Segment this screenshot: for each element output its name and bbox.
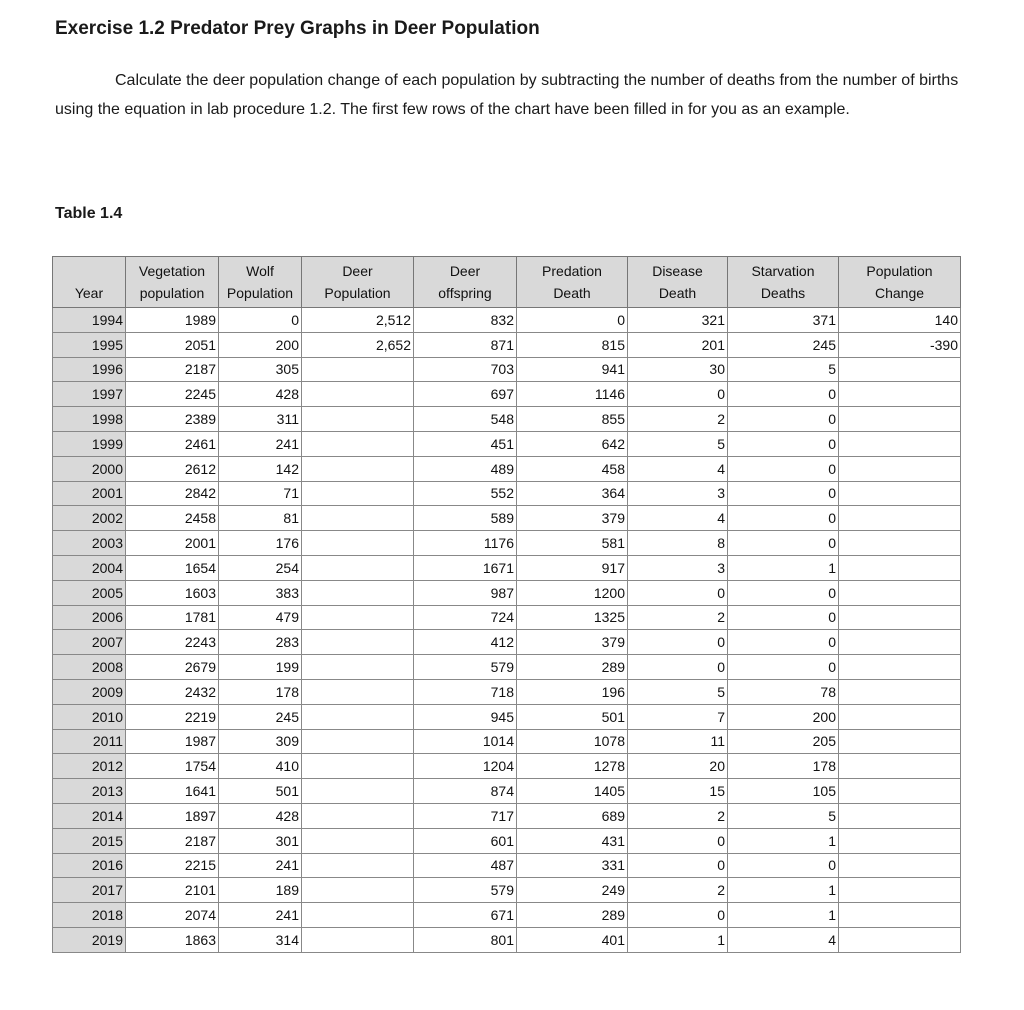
header-line1: Deer (449, 263, 481, 279)
cell-deer-offspring: 945 (414, 704, 517, 729)
table-row (53, 754, 961, 779)
cell-starvation-deaths: 371 (728, 308, 839, 333)
cell-deer-population (302, 828, 414, 853)
instructions-text: Calculate the deer population change of each population by subtracting the number of deaths from the number of births using the equation in lab procedure 1.2. The first few rows of the chart have been filled in for you as an example. (55, 72, 959, 118)
table-row (53, 655, 961, 680)
cell-deer-population (302, 431, 414, 456)
cell-deer-offspring: 801 (414, 927, 517, 952)
cell-deer-population (302, 754, 414, 779)
cell-disease-death: 7 (628, 704, 728, 729)
cell-predation-death: 1078 (517, 729, 628, 754)
table-row (53, 382, 961, 407)
cell-starvation-deaths: 0 (728, 605, 839, 630)
cell-wolf-population: 305 (219, 357, 302, 382)
cell-starvation-deaths: 245 (728, 332, 839, 357)
cell-vegetation-population: 2245 (126, 382, 219, 407)
cell-vegetation-population: 2842 (126, 481, 219, 506)
cell-deer-population (302, 630, 414, 655)
table-row (53, 605, 961, 630)
cell-wolf-population: 383 (219, 580, 302, 605)
cell-deer-offspring: 671 (414, 903, 517, 928)
cell-deer-population (302, 704, 414, 729)
header-line2: Population (226, 285, 294, 301)
cell-wolf-population: 142 (219, 456, 302, 481)
cell-predation-death: 1405 (517, 779, 628, 804)
cell-population-change (839, 754, 961, 779)
cell-predation-death: 815 (517, 332, 628, 357)
cell-year: 2006 (53, 605, 126, 630)
header-starvation-deaths (728, 257, 839, 308)
cell-year: 1995 (53, 332, 126, 357)
table-caption: Table 1.4 (55, 205, 123, 222)
cell-deer-population (302, 580, 414, 605)
header-line1: Starvation (751, 263, 815, 279)
cell-starvation-deaths: 200 (728, 704, 839, 729)
cell-population-change (839, 853, 961, 878)
cell-predation-death: 917 (517, 555, 628, 580)
cell-predation-death: 941 (517, 357, 628, 382)
cell-population-change (839, 431, 961, 456)
cell-wolf-population: 199 (219, 655, 302, 680)
cell-year: 2000 (53, 456, 126, 481)
cell-wolf-population: 410 (219, 754, 302, 779)
cell-deer-population (302, 407, 414, 432)
cell-population-change (839, 481, 961, 506)
table-row (53, 779, 961, 804)
cell-deer-population (302, 779, 414, 804)
cell-vegetation-population: 2001 (126, 531, 219, 556)
cell-deer-offspring: 718 (414, 679, 517, 704)
cell-year: 2015 (53, 828, 126, 853)
cell-disease-death: 15 (628, 779, 728, 804)
cell-year: 2013 (53, 779, 126, 804)
cell-deer-offspring: 1671 (414, 555, 517, 580)
header-line1: Deer (342, 263, 373, 279)
cell-wolf-population: 241 (219, 903, 302, 928)
cell-predation-death: 581 (517, 531, 628, 556)
cell-year: 2010 (53, 704, 126, 729)
header-line2: offspring (438, 285, 492, 301)
cell-vegetation-population: 2679 (126, 655, 219, 680)
table-row (53, 729, 961, 754)
cell-vegetation-population: 2074 (126, 903, 219, 928)
cell-starvation-deaths: 0 (728, 531, 839, 556)
cell-wolf-population: 81 (219, 506, 302, 531)
cell-predation-death: 458 (517, 456, 628, 481)
cell-disease-death: 0 (628, 655, 728, 680)
cell-deer-offspring: 548 (414, 407, 517, 432)
header-year (53, 257, 126, 308)
cell-population-change (839, 729, 961, 754)
cell-disease-death: 4 (628, 456, 728, 481)
cell-vegetation-population: 1987 (126, 729, 219, 754)
header-deer-population (302, 257, 414, 308)
table-row (53, 481, 961, 506)
cell-disease-death: 5 (628, 431, 728, 456)
cell-vegetation-population: 2051 (126, 332, 219, 357)
table-row (53, 580, 961, 605)
table-row (53, 927, 961, 952)
cell-year: 2001 (53, 481, 126, 506)
cell-wolf-population: 241 (219, 431, 302, 456)
cell-predation-death: 379 (517, 506, 628, 531)
cell-year: 2008 (53, 655, 126, 680)
cell-deer-population (302, 382, 414, 407)
cell-year: 2003 (53, 531, 126, 556)
cell-starvation-deaths: 0 (728, 382, 839, 407)
table-row (53, 308, 961, 333)
header-line1: Population (866, 263, 933, 279)
cell-vegetation-population: 2389 (126, 407, 219, 432)
cell-predation-death: 331 (517, 853, 628, 878)
cell-vegetation-population: 2243 (126, 630, 219, 655)
cell-population-change (839, 878, 961, 903)
table-row (53, 407, 961, 432)
cell-year: 2009 (53, 679, 126, 704)
cell-wolf-population: 314 (219, 927, 302, 952)
cell-population-change (839, 531, 961, 556)
header-line2: Year (74, 285, 104, 301)
cell-wolf-population: 178 (219, 679, 302, 704)
cell-year: 2004 (53, 555, 126, 580)
cell-deer-population (302, 357, 414, 382)
cell-wolf-population: 311 (219, 407, 302, 432)
deer-population-table (52, 256, 961, 953)
cell-deer-offspring: 987 (414, 580, 517, 605)
header-line2: population (139, 285, 205, 301)
table-row (53, 803, 961, 828)
cell-vegetation-population: 2215 (126, 853, 219, 878)
cell-deer-offspring: 871 (414, 332, 517, 357)
cell-starvation-deaths: 5 (728, 357, 839, 382)
cell-starvation-deaths: 0 (728, 407, 839, 432)
cell-deer-population (302, 803, 414, 828)
cell-population-change (839, 655, 961, 680)
header-line2: Death (553, 285, 591, 301)
cell-starvation-deaths: 1 (728, 555, 839, 580)
header-line1 (55, 260, 123, 282)
cell-population-change (839, 506, 961, 531)
cell-population-change: 140 (839, 308, 961, 333)
cell-predation-death: 379 (517, 630, 628, 655)
cell-starvation-deaths: 1 (728, 828, 839, 853)
cell-predation-death: 401 (517, 927, 628, 952)
cell-disease-death: 0 (628, 903, 728, 928)
cell-disease-death: 3 (628, 481, 728, 506)
cell-predation-death: 689 (517, 803, 628, 828)
cell-disease-death: 201 (628, 332, 728, 357)
cell-predation-death: 364 (517, 481, 628, 506)
cell-population-change (839, 828, 961, 853)
cell-predation-death: 642 (517, 431, 628, 456)
cell-disease-death: 0 (628, 382, 728, 407)
table-row (53, 332, 961, 357)
cell-vegetation-population: 1654 (126, 555, 219, 580)
cell-vegetation-population: 1863 (126, 927, 219, 952)
cell-wolf-population: 501 (219, 779, 302, 804)
exercise-title: Exercise 1.2 Predator Prey Graphs in Deer Population (55, 18, 540, 39)
cell-deer-population (302, 729, 414, 754)
cell-wolf-population: 176 (219, 531, 302, 556)
table-row (53, 679, 961, 704)
cell-deer-population (302, 456, 414, 481)
header-line1: Disease (652, 263, 703, 279)
cell-deer-population (302, 927, 414, 952)
table-row (53, 555, 961, 580)
cell-vegetation-population: 1897 (126, 803, 219, 828)
cell-disease-death: 2 (628, 803, 728, 828)
cell-starvation-deaths: 1 (728, 878, 839, 903)
cell-starvation-deaths: 0 (728, 580, 839, 605)
cell-population-change (839, 679, 961, 704)
table-row (53, 506, 961, 531)
cell-disease-death: 11 (628, 729, 728, 754)
table-row (53, 853, 961, 878)
cell-deer-offspring: 832 (414, 308, 517, 333)
cell-deer-offspring: 1176 (414, 531, 517, 556)
cell-population-change (839, 704, 961, 729)
cell-starvation-deaths: 0 (728, 655, 839, 680)
cell-wolf-population: 71 (219, 481, 302, 506)
cell-predation-death: 0 (517, 308, 628, 333)
cell-vegetation-population: 2432 (126, 679, 219, 704)
cell-starvation-deaths: 205 (728, 729, 839, 754)
cell-deer-offspring: 489 (414, 456, 517, 481)
header-disease-death (628, 257, 728, 308)
table-row (53, 828, 961, 853)
cell-deer-offspring: 487 (414, 853, 517, 878)
cell-vegetation-population: 2461 (126, 431, 219, 456)
cell-population-change (839, 407, 961, 432)
header-line2: Deaths (760, 285, 806, 301)
table-row (53, 531, 961, 556)
cell-predation-death: 249 (517, 878, 628, 903)
table-body (53, 308, 961, 953)
table-header-row (53, 257, 961, 308)
cell-starvation-deaths: 0 (728, 431, 839, 456)
cell-disease-death: 2 (628, 878, 728, 903)
header-line2: Change (874, 285, 925, 301)
cell-predation-death: 1278 (517, 754, 628, 779)
cell-year: 1998 (53, 407, 126, 432)
cell-deer-offspring: 552 (414, 481, 517, 506)
cell-vegetation-population: 1989 (126, 308, 219, 333)
cell-year: 1997 (53, 382, 126, 407)
cell-deer-population (302, 555, 414, 580)
cell-year: 2016 (53, 853, 126, 878)
cell-year: 1994 (53, 308, 126, 333)
cell-disease-death: 30 (628, 357, 728, 382)
cell-population-change (839, 779, 961, 804)
cell-population-change (839, 555, 961, 580)
cell-disease-death: 20 (628, 754, 728, 779)
cell-population-change (839, 456, 961, 481)
cell-deer-population (302, 655, 414, 680)
cell-disease-death: 321 (628, 308, 728, 333)
cell-disease-death: 4 (628, 506, 728, 531)
cell-deer-offspring: 579 (414, 655, 517, 680)
cell-deer-population (302, 506, 414, 531)
cell-disease-death: 2 (628, 407, 728, 432)
cell-population-change (839, 382, 961, 407)
cell-disease-death: 0 (628, 630, 728, 655)
cell-predation-death: 1146 (517, 382, 628, 407)
header-line1: Wolf (246, 263, 274, 279)
instructions-paragraph (55, 66, 960, 124)
cell-disease-death: 3 (628, 555, 728, 580)
cell-deer-offspring: 697 (414, 382, 517, 407)
cell-predation-death: 289 (517, 903, 628, 928)
cell-vegetation-population: 2219 (126, 704, 219, 729)
cell-vegetation-population: 2187 (126, 828, 219, 853)
cell-population-change (839, 903, 961, 928)
header-line1: Vegetation (138, 263, 206, 279)
cell-wolf-population: 254 (219, 555, 302, 580)
cell-deer-population: 2,512 (302, 308, 414, 333)
cell-population-change (839, 605, 961, 630)
cell-deer-offspring: 451 (414, 431, 517, 456)
cell-deer-offspring: 724 (414, 605, 517, 630)
cell-disease-death: 0 (628, 828, 728, 853)
header-vegetation-population (126, 257, 219, 308)
cell-disease-death: 2 (628, 605, 728, 630)
cell-wolf-population: 428 (219, 382, 302, 407)
cell-vegetation-population: 2101 (126, 878, 219, 903)
cell-predation-death: 289 (517, 655, 628, 680)
header-line2: Population (324, 285, 391, 301)
table-row (53, 630, 961, 655)
cell-deer-offspring: 1014 (414, 729, 517, 754)
cell-deer-population (302, 531, 414, 556)
cell-year: 2005 (53, 580, 126, 605)
cell-vegetation-population: 2612 (126, 456, 219, 481)
cell-starvation-deaths: 0 (728, 481, 839, 506)
cell-starvation-deaths: 105 (728, 779, 839, 804)
cell-wolf-population: 0 (219, 308, 302, 333)
cell-starvation-deaths: 4 (728, 927, 839, 952)
cell-population-change (839, 580, 961, 605)
cell-predation-death: 501 (517, 704, 628, 729)
cell-population-change: -390 (839, 332, 961, 357)
cell-disease-death: 0 (628, 580, 728, 605)
header-line2: Death (658, 285, 697, 301)
cell-deer-offspring: 589 (414, 506, 517, 531)
cell-starvation-deaths: 178 (728, 754, 839, 779)
cell-disease-death: 8 (628, 531, 728, 556)
cell-year: 2012 (53, 754, 126, 779)
cell-year: 2017 (53, 878, 126, 903)
cell-vegetation-population: 1781 (126, 605, 219, 630)
cell-vegetation-population: 2187 (126, 357, 219, 382)
cell-predation-death: 1200 (517, 580, 628, 605)
cell-starvation-deaths: 1 (728, 903, 839, 928)
cell-population-change (839, 927, 961, 952)
cell-disease-death: 1 (628, 927, 728, 952)
header-line1: Predation (542, 263, 602, 279)
table-row (53, 878, 961, 903)
cell-wolf-population: 428 (219, 803, 302, 828)
cell-wolf-population: 479 (219, 605, 302, 630)
cell-wolf-population: 301 (219, 828, 302, 853)
cell-starvation-deaths: 0 (728, 853, 839, 878)
cell-predation-death: 196 (517, 679, 628, 704)
cell-deer-population (302, 853, 414, 878)
cell-deer-offspring: 874 (414, 779, 517, 804)
table-row (53, 704, 961, 729)
cell-deer-population (302, 481, 414, 506)
cell-wolf-population: 245 (219, 704, 302, 729)
cell-deer-population (302, 679, 414, 704)
header-wolf-population (219, 257, 302, 308)
cell-disease-death: 0 (628, 853, 728, 878)
cell-starvation-deaths: 78 (728, 679, 839, 704)
cell-deer-population: 2,652 (302, 332, 414, 357)
cell-starvation-deaths: 5 (728, 803, 839, 828)
cell-vegetation-population: 1641 (126, 779, 219, 804)
cell-deer-offspring: 703 (414, 357, 517, 382)
cell-predation-death: 855 (517, 407, 628, 432)
cell-deer-population (302, 878, 414, 903)
header-deer-offspring (414, 257, 517, 308)
cell-deer-offspring: 1204 (414, 754, 517, 779)
cell-deer-offspring: 717 (414, 803, 517, 828)
cell-vegetation-population: 2458 (126, 506, 219, 531)
cell-deer-population (302, 605, 414, 630)
table-row (53, 456, 961, 481)
cell-starvation-deaths: 0 (728, 506, 839, 531)
cell-starvation-deaths: 0 (728, 630, 839, 655)
cell-year: 2019 (53, 927, 126, 952)
cell-year: 2007 (53, 630, 126, 655)
table-row (53, 903, 961, 928)
cell-year: 2002 (53, 506, 126, 531)
cell-wolf-population: 200 (219, 332, 302, 357)
cell-year: 1996 (53, 357, 126, 382)
cell-deer-offspring: 579 (414, 878, 517, 903)
cell-year: 2011 (53, 729, 126, 754)
cell-year: 1999 (53, 431, 126, 456)
cell-predation-death: 1325 (517, 605, 628, 630)
cell-deer-population (302, 903, 414, 928)
cell-year: 2018 (53, 903, 126, 928)
cell-deer-offspring: 601 (414, 828, 517, 853)
cell-disease-death: 5 (628, 679, 728, 704)
cell-year: 2014 (53, 803, 126, 828)
table-row (53, 431, 961, 456)
cell-vegetation-population: 1754 (126, 754, 219, 779)
cell-population-change (839, 630, 961, 655)
cell-wolf-population: 283 (219, 630, 302, 655)
header-population-change (839, 257, 961, 308)
cell-population-change (839, 803, 961, 828)
table-row (53, 357, 961, 382)
cell-wolf-population: 241 (219, 853, 302, 878)
cell-deer-offspring: 412 (414, 630, 517, 655)
cell-wolf-population: 189 (219, 878, 302, 903)
cell-predation-death: 431 (517, 828, 628, 853)
header-predation-death (517, 257, 628, 308)
cell-starvation-deaths: 0 (728, 456, 839, 481)
cell-vegetation-population: 1603 (126, 580, 219, 605)
cell-wolf-population: 309 (219, 729, 302, 754)
cell-population-change (839, 357, 961, 382)
